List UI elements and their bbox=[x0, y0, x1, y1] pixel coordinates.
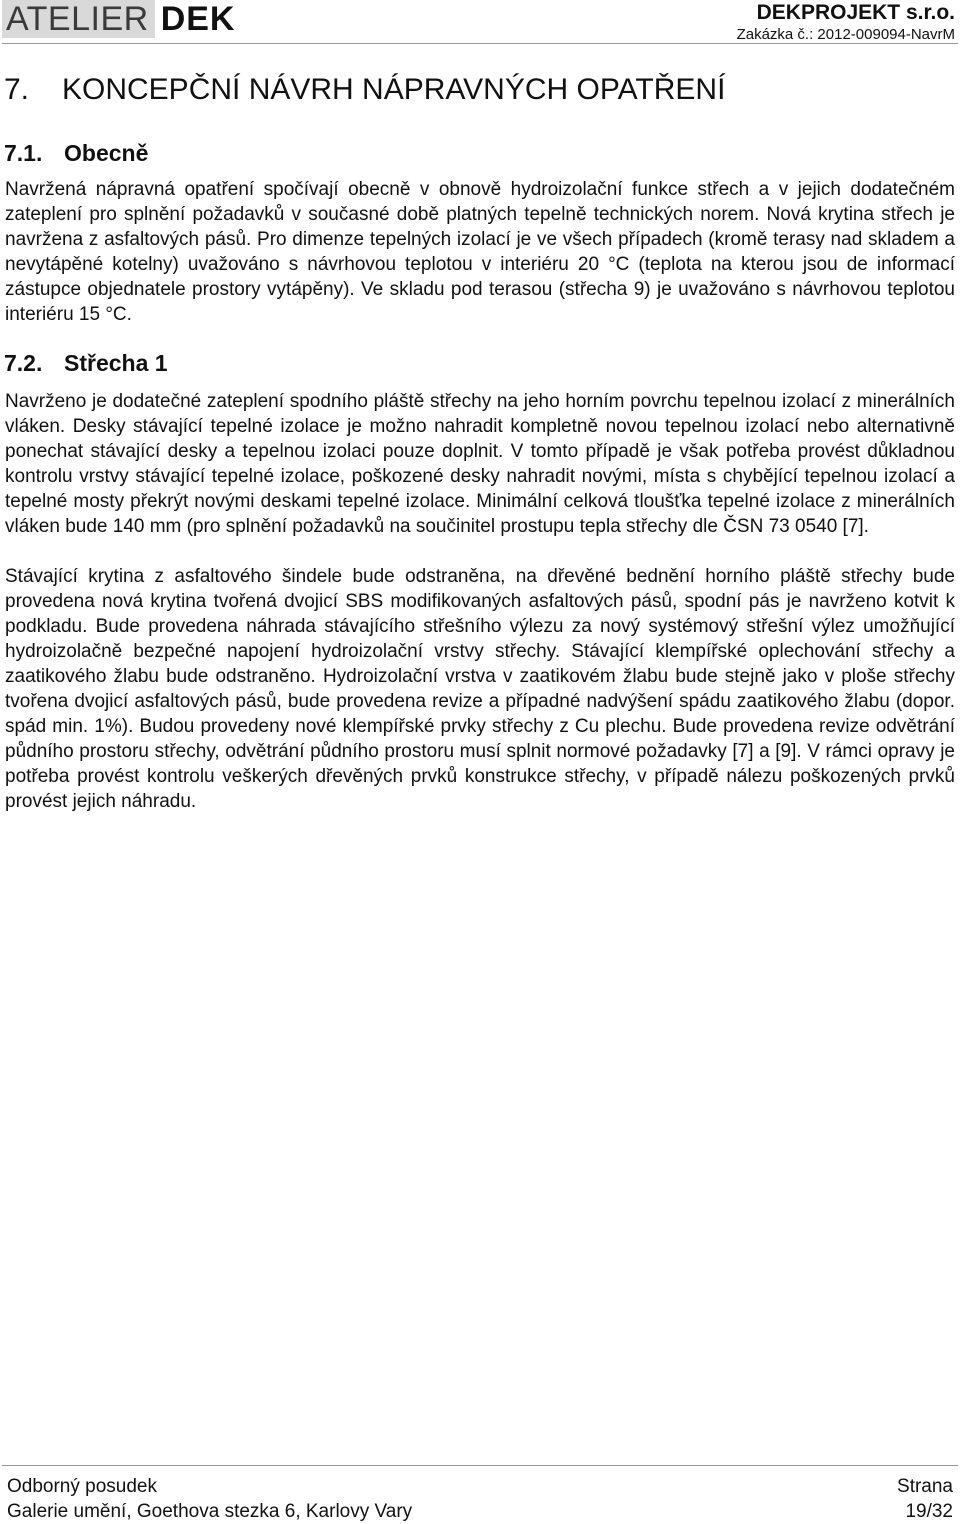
section-title: KONCEPČNÍ NÁVRH NÁPRAVNÝCH OPATŘENÍ bbox=[62, 73, 726, 106]
paragraph-general: Navržená nápravná opatření spočívají obecně v obnově hydroizolační funkce střech a v jejich dodatečném zateplení pro splnění požadavků v současné době platných tepelně technických norem. Nová krytina střech je navržena z asfaltových pásů. Pro dimenze tepelných izolací je ve všech případech (kromě terasy nad skladem a nevytápěné kotelny) uvažováno s návrhovou teplotou v interiéru 20 °C (teplota na kterou jsou de informací zástupce objednatele prostory vytápěny). Ve skladu pod terasou (střecha 9) je uvažováno s návrhovou teplotou interiéru 15 °C. bbox=[5, 179, 955, 325]
section-heading bbox=[4, 70, 725, 110]
subsection-number: 7.2. bbox=[4, 350, 43, 376]
subsection-number: 7.1. bbox=[4, 140, 43, 166]
subsection-title: Střecha 1 bbox=[64, 350, 168, 376]
subsection-heading-general bbox=[4, 138, 148, 168]
section-number: 7. bbox=[4, 73, 30, 106]
paragraph-roof-1-insulation: Navrženo je dodatečné zateplení spodního pláště střechy na jeho horním povrchu tepelnou izolací z minerálních vláken. Desky stávající tepelné izolace je možno nahradit kompletně novou tepelnou izolací nebo alternativně ponechat stávající desky a tepelnou izolaci pouze doplnit. V tomto případě je však potřeba provést důkladnou kontrolu vrstvy stávající tepelné izolace, poškozené desky nahradit novými, místa s chybějící tepelnou izolací a tepelné mosty překrýt novými deskami tepelné izolace. Minimální celková tloušťka tepelné izolace z minerálních vláken bude 140 mm (pro splnění požadavků na součinitel prostupu tepla střechy dle ČSN 73 0540 [7]. bbox=[5, 391, 955, 537]
document-type: Odborný posudek bbox=[7, 1476, 157, 1497]
header-divider bbox=[2, 43, 958, 44]
atelier-dek-logo bbox=[2, 0, 241, 38]
subsection-heading-roof-1 bbox=[4, 348, 168, 378]
company-name: DEKPROJEKT s.r.o. bbox=[756, 1, 955, 24]
order-number: Zakázka č.: 2012-009094-NavrM bbox=[736, 26, 955, 43]
subsection-title: Obecně bbox=[64, 140, 149, 166]
paragraph-roof-1-covering: Stávající krytina z asfaltového šindele bude odstraněna, na dřevěné bednění horního pláště střechy bude provedena nová krytina tvořená dvojicí SBS modifikovaných asfaltových pásů, spodní pás je navrženo kotvit k podkladu. Bude provedena náhrada stávajícího střešního výlezu za nový systémový střešní výlez umožňující hydroizolačně bezpečné napojení hydroizolační vrstvy střechy. Stávající klempířské oplechování střechy a zaatikového žlabu bude odstraněno. Hydroizolační vrstva v zaatikovém žlabu bude stejně jako v ploše střechy tvořena dvojicí asfaltových pásů, bude provedena revize a případné nadvýšení spádu zaatikového žlabu (dopor. spád min. 1%). Budou provedeny nové klempířské prvky střechy z Cu plechu. Bude provedena revize odvětrání půdního prostoru střechy, odvětrání půdního prostoru musí splnit normové požadavky [7] a [9]. V rámci opravy je potřeba provést kontrolu veškerých dřevěných prvků konstrukce střechy, v případě nálezu poškozených prvků provést jejich náhradu. bbox=[5, 566, 955, 812]
page-footer-right bbox=[897, 1474, 953, 1524]
project-address: Galerie umění, Goethova stezka 6, Karlovy Vary bbox=[7, 1501, 413, 1522]
footer-divider bbox=[2, 1465, 958, 1466]
logo-dek-text: DEK bbox=[160, 0, 236, 38]
page-header bbox=[0, 0, 960, 44]
page-number: 19/32 bbox=[905, 1501, 953, 1522]
page-label: Strana bbox=[897, 1476, 953, 1497]
logo-atelier-text: ATELIER bbox=[2, 0, 155, 38]
page-footer-left bbox=[7, 1474, 412, 1524]
